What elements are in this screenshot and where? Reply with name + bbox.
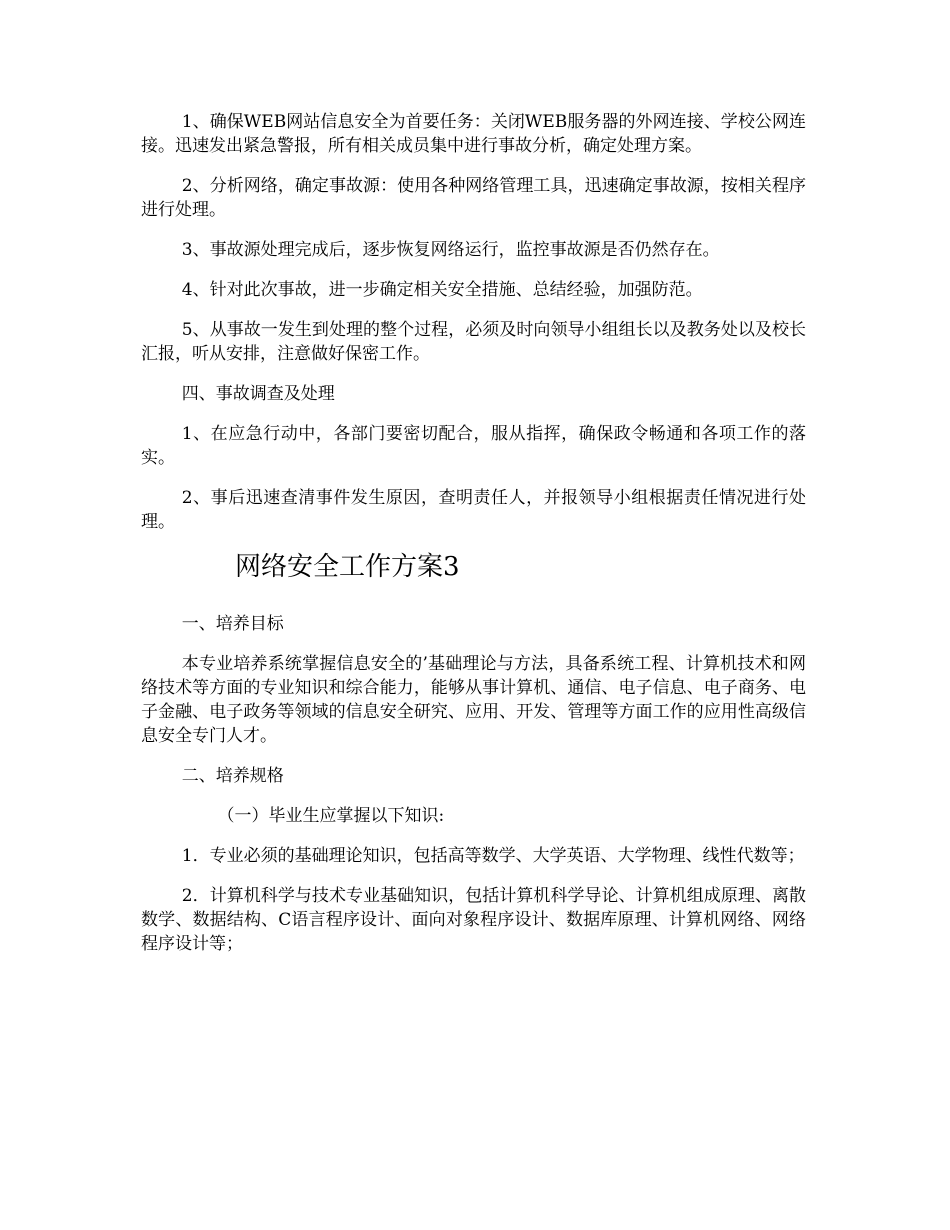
paragraph-knowledge-2: 2．计算机科学与技术专业基础知识，包括计算机科学导论、计算机组成原理、离散数学、数据结构、C语言程序设计、面向对象程序设计、数据库原理、计算机网络、网络程序设计等； [141,886,806,954]
section-heading-investigation: 四、事故调查及处理 [181,384,335,404]
paragraph-step-3: 3、事故源处理完成后，逐步恢复网络运行，监控事故源是否仍然存在。 [181,240,720,260]
paragraph-step-1: 1、确保WEB网站信息安全为首要任务：关闭WEB服务器的外网连接、学校公网连接。迅速发出紧急警报，所有相关成员集中进行事故分析，确定处理方案。 [141,112,806,156]
paragraph-knowledge-1: 1．专业必须的基础理论知识，包括高等数学、大学英语、大学物理、线性代数等； [181,846,805,866]
paragraph-step-4: 4、针对此次事故，进一步确定相关安全措施、总结经验，加强防范。 [181,280,703,300]
document-page [141,110,806,972]
section-heading-spec: 二、培养规格 [181,766,284,786]
paragraph-step-5: 5、从事故一发生到处理的整个过程，必须及时向领导小组组长以及教务处以及校长汇报，听从安排，注意做好保密工作。 [141,320,806,364]
paragraph-investigation-2: 2、事后迅速查清事件发生原因，查明责任人，并报领导小组根据责任情况进行处理。 [141,488,806,532]
subheading-knowledge: （一）毕业生应掌握以下知识: [217,806,445,826]
paragraph-step-2: 2、分析网络，确定事故源：使用各种网络管理工具，迅速确定事故源，按相关程序进行处理。 [141,176,806,220]
paragraph-investigation-1: 1、在应急行动中，各部门要密切配合，服从指挥，确保政令畅通和各项工作的落实。 [141,424,806,468]
section-heading-goal: 一、培养目标 [181,614,284,634]
document-title: 网络安全工作方案3 [235,552,460,582]
paragraph-goal: 本专业培养系统掌握信息安全的’基础理论与方法，具备系统工程、计算机技术和网络技术等方面的专业知识和综合能力，能够从事计算机、通信、电子信息、电子商务、电子金融、电子政务等领域的信息安全研究、应用、开发、管理等方面工作的应用性高级信息安全专门人才。 [141,654,806,746]
